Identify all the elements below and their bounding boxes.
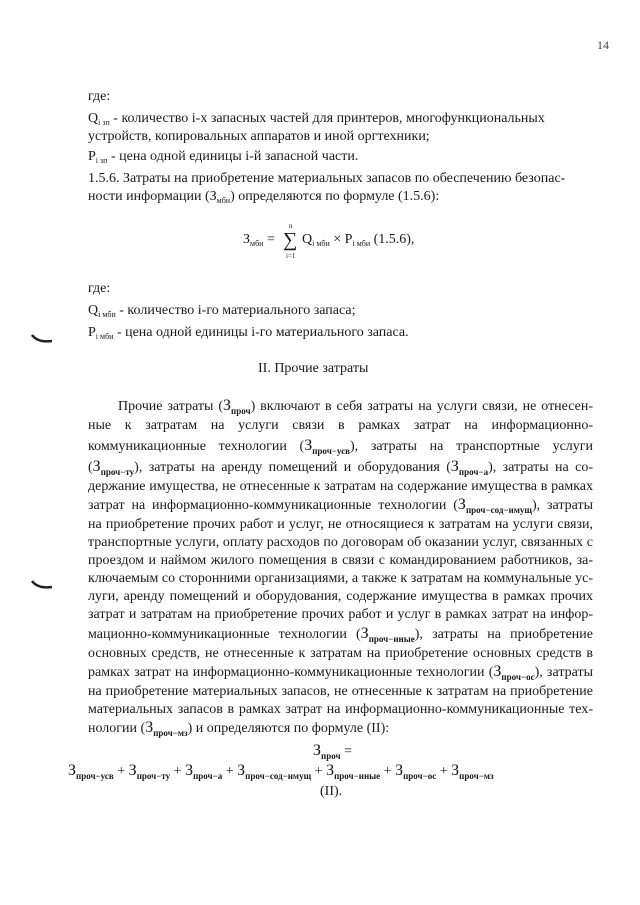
definition-p-mbi: $P_{i мби}$ - цена одной единицы i-го материального запаса.: [88, 325, 409, 341]
para-line-15: рамках затрат на информационно-коммуникационные технологии $(З_{проч-ос})$, затраты: [88, 663, 593, 682]
para-line-4: $(З_{проч-ту})$, затраты на аренду помещений и оборудования $(З_{проч-а})$, затраты на со-: [88, 458, 594, 477]
para-line-6: затрат на информационно-коммуникационные технологии $(З_{проч-сод-имущ})$, затраты: [88, 496, 593, 515]
para-line-18: нологии $(З_{проч-мз})$ и определяются по формуле (II):: [88, 719, 390, 738]
para-line-17: материальных запасов в рамках затрат на информационно-коммуникационные тех-: [88, 702, 593, 717]
margin-mark-2: [30, 578, 54, 592]
para-line-9: проездом и наймом жилого помещения в связи с командированием работников, за-: [88, 553, 593, 568]
page-number: 14: [597, 38, 609, 52]
para-line-1: Прочие затраты $(З_{проч})$ включают в себя затраты на услуги связи, не отнесен-: [118, 397, 593, 416]
para-line-3: коммуникационные технологии $(З_{проч-усв})$, затраты на транспортные услуги: [88, 437, 593, 456]
formula-II-rhs: $З_{проч-усв} + З_{проч-ту} + З_{проч-а} + З_{проч-сод-имущ} + З_{проч-иные} + З_{проч-ос} + З_{проч-мз}$: [68, 762, 494, 781]
where-label-2: где:: [88, 281, 111, 296]
para-line-7: на приобретение прочих работ и услуг, не относящиеся к затратам на услуги связи,: [88, 517, 593, 532]
where-label-1: где:: [88, 89, 111, 104]
para-line-14: основных средств, не отнесенные к затратам на приобретение основных средств в: [88, 646, 593, 661]
para-line-13: мационно-коммуникационные технологии $(З_{проч-иные})$, затраты на приобретение: [88, 625, 593, 644]
sigma-lower: i=1: [286, 252, 296, 260]
section-title: II. Прочие затраты: [258, 361, 369, 376]
para-line-8: транспортные услуги, оплату расходов по договорам об оказании услуг, связанных с: [88, 535, 593, 550]
sigma-upper: n: [289, 222, 293, 230]
margin-mark-1: [30, 332, 54, 346]
para-line-5: держание имущества, не отнесенные к затратам на содержание имущества в рамках: [88, 479, 593, 494]
definition-p-zp: $P_{i зп}$ - цена одной единицы i-й запасной части.: [88, 149, 359, 165]
section-1-5-6-line2: ности информации $(З_{мби})$ определяются по формуле (1.5.6):: [88, 189, 440, 205]
definition-q-zp: $Q_{i зп}$ - количество i-х запасных частей для принтеров, многофункциональных: [88, 111, 545, 127]
para-line-16: на приобретение материальных запасов, не отнесенные к затратам на приобретение: [88, 684, 593, 699]
para-line-10: ключаемым со сторонними организациями, а также к затратам на коммунальные ус-: [88, 571, 593, 586]
definition-q-mbi: $Q_{i мби}$ - количество i-го материального запаса;: [88, 303, 356, 319]
section-1-5-6-line1: 1.5.6. Затраты на приобретение материальных запасов по обеспечению безопас-: [88, 171, 566, 186]
sigma-symbol: ∑: [283, 229, 298, 251]
definition-q-zp-cont: устройств, копировальных аппаратов и иной оргтехники;: [88, 129, 430, 144]
para-line-2: ные к затратам на услуги связи в рамках затрат на информационно-: [88, 418, 593, 433]
para-line-12: затрат и затратам на приобретение прочих работ и услуг в рамках затрат на инфор-: [88, 607, 593, 622]
formula-II-lhs: $З_{проч}$ =: [313, 742, 352, 761]
formula-II-label: (II).: [320, 784, 343, 799]
para-line-11: луги, аренду помещений и оборудования, содержание имущества в рамках прочих: [88, 589, 593, 604]
